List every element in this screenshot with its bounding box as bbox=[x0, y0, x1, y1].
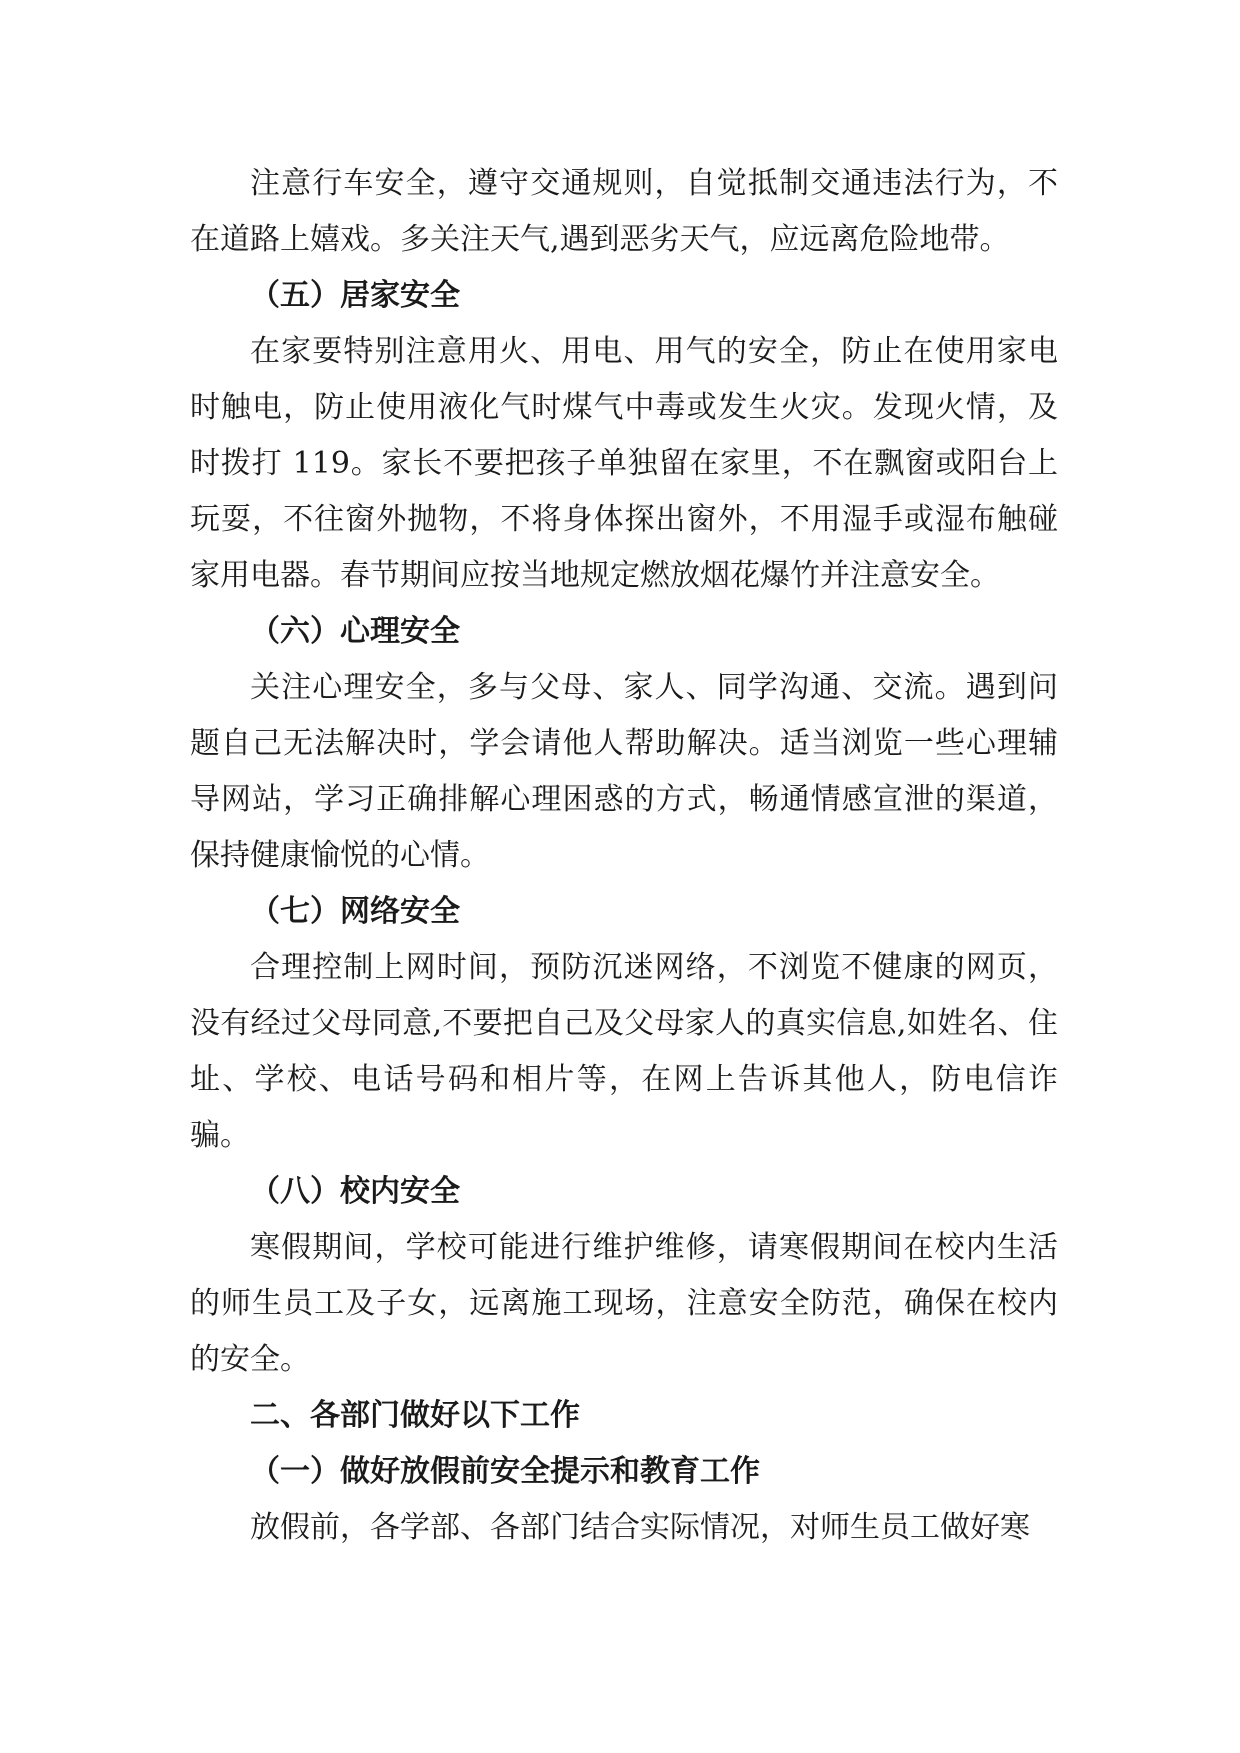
paragraph-home-safety: 在家要特别注意用火、用电、用气的安全，防止在使用家电时触电，防止使用液化气时煤气中毒或发生火灾。发现火情，及时拨打 119。家长不要把孩子单独留在家里，不在飘窗或阳台上玩耍，不往窗外抛物，不将身体探出窗外，不用湿手或湿布触碰家用电器。春节期间应按当地规定燃放烟花爆竹并注意安全。 bbox=[190, 334, 1058, 593]
section-heading-psychological-safety: （六）心理安全 bbox=[250, 614, 460, 649]
paragraph-psychological-safety: 关注心理安全，多与父母、家人、同学沟通、交流。遇到问题自己无法解决时，学会请他人帮助解决。适当浏览一些心理辅导网站，学习正确排解心理困惑的方式，畅通情感宣泄的渠道，保持健康愉悦的心情。 bbox=[190, 670, 1058, 873]
chapter-heading-department-work: 二、各部门做好以下工作 bbox=[250, 1398, 580, 1433]
paragraph-traffic-safety: 注意行车安全，遵守交通规则，自觉抵制交通违法行为，不在道路上嬉戏。多关注天气,遇到恶劣天气，应远离危险地带。 bbox=[190, 166, 1058, 257]
document-body bbox=[190, 156, 1058, 1556]
section-heading-network-safety: （七）网络安全 bbox=[250, 894, 460, 929]
section-heading-pre-holiday-education: （一）做好放假前安全提示和教育工作 bbox=[250, 1454, 760, 1489]
paragraph-network-safety: 合理控制上网时间，预防沉迷网络，不浏览不健康的网页，没有经过父母同意,不要把自己及父母家人的真实信息,如姓名、住址、学校、电话号码和相片等，在网上告诉其他人，防电信诈骗。 bbox=[190, 950, 1058, 1153]
paragraph-pre-holiday-education: 放假前，各学部、各部门结合实际情况，对师生员工做好寒 bbox=[250, 1510, 1030, 1545]
section-heading-campus-safety: （八）校内安全 bbox=[250, 1174, 460, 1209]
paragraph-campus-safety: 寒假期间，学校可能进行维护维修，请寒假期间在校内生活的师生员工及子女，远离施工现场，注意安全防范，确保在校内的安全。 bbox=[190, 1230, 1058, 1377]
section-heading-home-safety: （五）居家安全 bbox=[250, 278, 460, 313]
